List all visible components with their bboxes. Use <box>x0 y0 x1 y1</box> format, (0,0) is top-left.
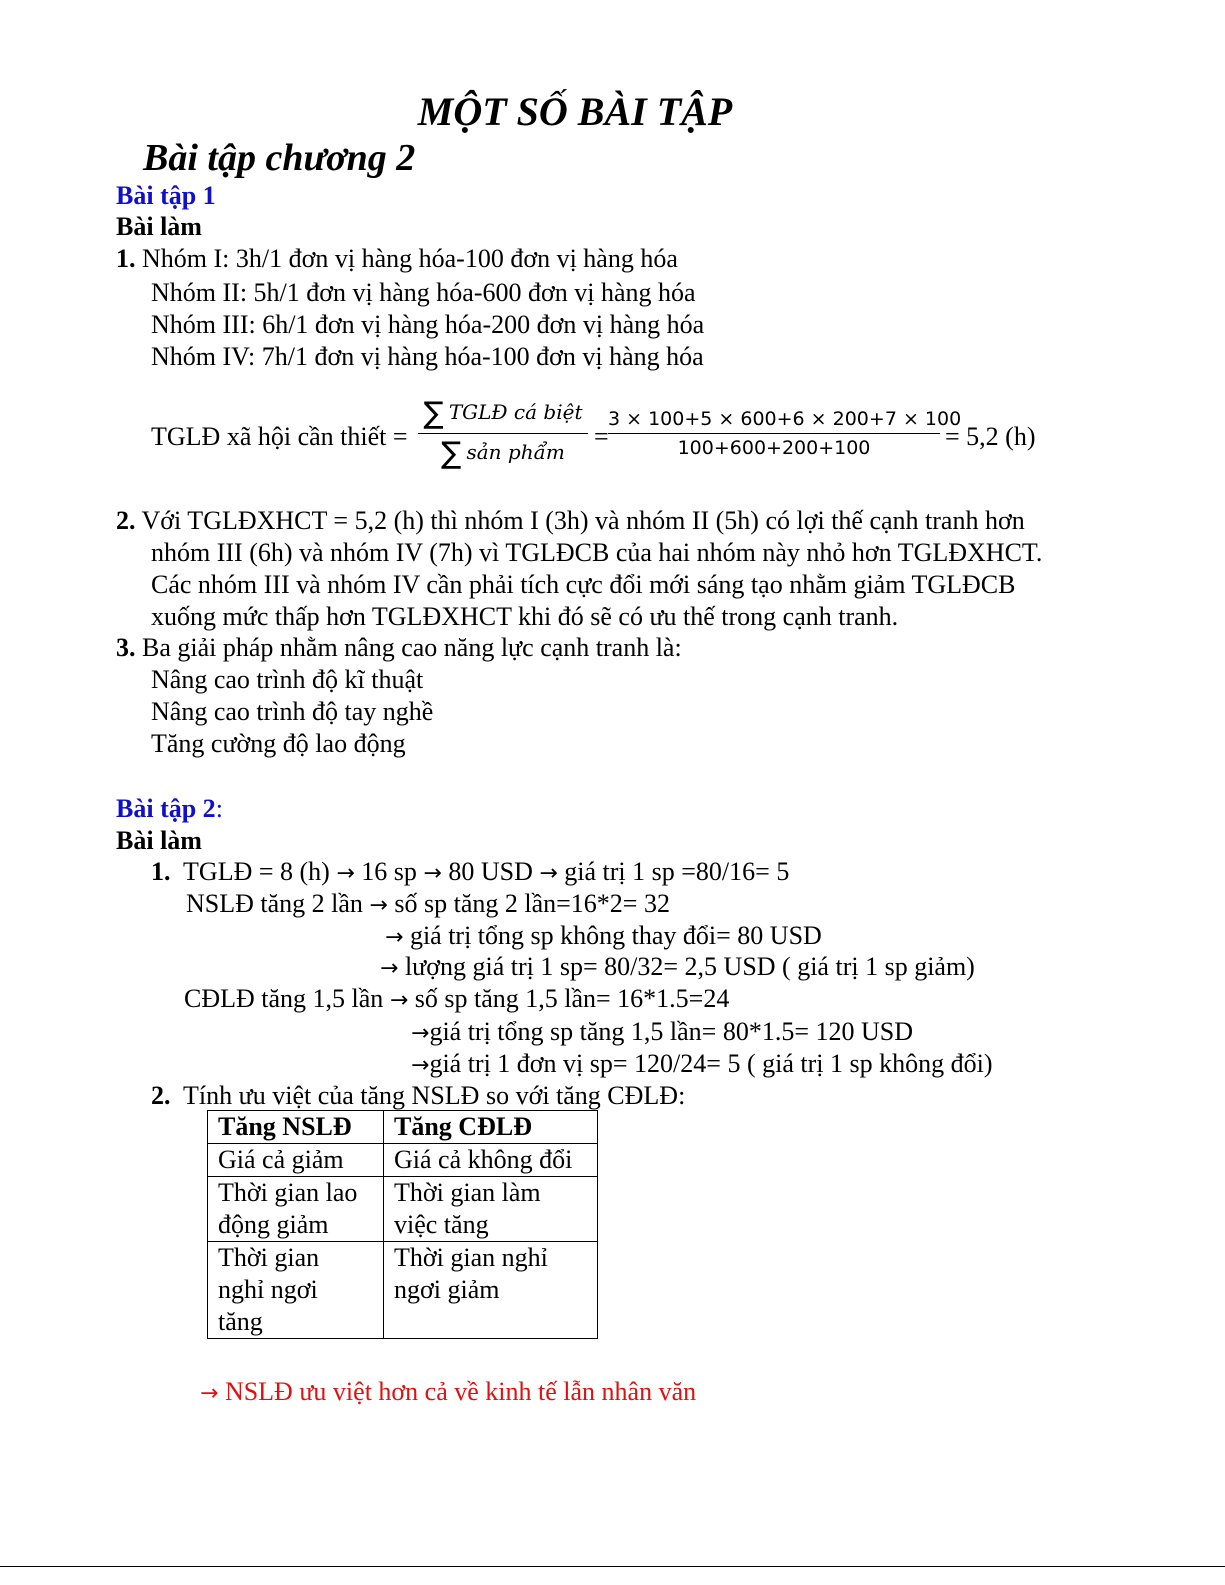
arrow-icon: → <box>411 1053 430 1078</box>
formula-fraction-values <box>608 407 962 460</box>
exercise-1-work-label: Bài làm <box>116 212 202 241</box>
solution-item-2: Nâng cao trình độ tay nghề <box>151 697 434 726</box>
ex1-q3-intro: 3. Ba giải pháp nhằm nâng cao năng lực cạnh tranh là: <box>116 633 682 662</box>
exercise-1-heading: Bài tập 1 <box>116 181 216 210</box>
arrow-icon: → <box>369 893 388 918</box>
formula-equals: = <box>594 422 609 451</box>
table-cell: Thời gian nghỉ ngơi giảm <box>384 1242 598 1339</box>
ex1-q2-number: 2. <box>116 506 136 535</box>
ex2-q1-line-7: →giá trị 1 đơn vị sp= 120/24= 5 ( giá trị 1 sp không đổi) <box>411 1049 993 1078</box>
arrow-icon: → <box>539 861 558 886</box>
ex2-q1-line-5: CĐLĐ tăng 1,5 lần → số sp tăng 1,5 lần= 16*1.5=24 <box>184 984 730 1013</box>
ex1-q2-line-4: xuống mức thấp hơn TGLĐXHCT khi đó sẽ có ưu thế trong cạnh tranh. <box>151 602 899 631</box>
ex1-q2-line-3: Các nhóm III và nhóm IV cần phải tích cực đổi mới sáng tạo nhằm giảm TGLĐCB <box>151 570 1016 599</box>
ex1-q1-number: 1. <box>116 244 136 273</box>
table-row <box>208 1242 598 1339</box>
arrow-icon: → <box>423 861 442 886</box>
formula-result: = 5,2 (h) <box>945 422 1036 451</box>
table-cell: Thời gian lao động giảm <box>208 1177 384 1242</box>
ex2-q1-line-1: 1. TGLĐ = 8 (h) → 16 sp → 80 USD → giá trị 1 sp =80/16= 5 <box>151 857 790 886</box>
table-cell: Thời gian làm việc tăng <box>384 1177 598 1242</box>
group-1-line: Nhóm I: 3h/1 đơn vị hàng hóa-100 đơn vị hàng hóa <box>142 244 678 273</box>
page-bottom-rule <box>0 1566 1225 1567</box>
ex2-q2-number: 2. <box>151 1081 171 1110</box>
ex2-q1-number: 1. <box>151 857 171 886</box>
formula-values-denominator: 100+600+200+100 <box>677 437 871 459</box>
table-cell: Thời gian nghỉ ngơi tăng <box>208 1242 384 1339</box>
formula-sum-denominator: ∑ sản phẩm <box>441 436 565 471</box>
arrow-icon: → <box>336 861 355 886</box>
ex2-q1-line-6: →giá trị tổng sp tăng 1,5 lần= 80*1.5= 120 USD <box>411 1017 914 1046</box>
table-header: Tăng NSLĐ <box>208 1111 384 1144</box>
table-header: Tăng CĐLĐ <box>384 1111 598 1144</box>
arrow-icon: → <box>380 956 399 981</box>
ex2-q1-line-3: → giá trị tổng sp không thay đổi= 80 USD <box>385 921 822 950</box>
ex2-q1-line-4: → lượng giá trị 1 sp= 80/32= 2,5 USD ( giá trị 1 sp giảm) <box>380 952 975 981</box>
table-cell: Giá cả không đổi <box>384 1144 598 1177</box>
document-title: MỘT SỐ BÀI TẬP <box>417 89 733 134</box>
ex1-q3-number: 3. <box>116 633 136 662</box>
formula-lhs: TGLĐ xã hội cần thiết = <box>151 422 408 451</box>
table-row <box>208 1177 598 1242</box>
chapter-title: Bài tập chương 2 <box>143 137 416 179</box>
ex2-q1-line-2: NSLĐ tăng 2 lần → số sp tăng 2 lần=16*2= 32 <box>186 889 670 918</box>
arrow-icon: → <box>411 1021 430 1046</box>
arrow-icon: → <box>385 925 404 950</box>
ex1-q2-line-2: nhóm III (6h) và nhóm IV (7h) vì TGLĐCB của hai nhóm này nhỏ hơn TGLĐXHCT. <box>151 538 1043 567</box>
table-header-row <box>208 1111 598 1144</box>
exercise-2-work-label: Bài làm <box>116 826 202 855</box>
formula-fraction-sum <box>418 396 588 471</box>
ex2-q2-line: 2. Tính ưu việt của tăng NSLĐ so với tăng CĐLĐ: <box>151 1081 686 1110</box>
conclusion-line: → NSLĐ ưu việt hơn cả về kinh tế lẫn nhân văn <box>200 1377 697 1406</box>
fraction-bar <box>418 433 588 434</box>
ex1-q2-line-1: 2. Với TGLĐXHCT = 5,2 (h) thì nhóm I (3h) và nhóm II (5h) có lợi thế cạnh tranh hơn <box>116 506 1025 535</box>
table-row <box>208 1144 598 1177</box>
exercise-2-heading: Bài tập 2: <box>116 794 223 823</box>
comparison-table <box>207 1110 598 1339</box>
formula-sum-numerator: ∑ TGLĐ cá biệt <box>423 396 583 431</box>
fraction-bar <box>608 433 940 434</box>
group-2-line: Nhóm II: 5h/1 đơn vị hàng hóa-600 đơn vị hàng hóa <box>151 278 696 307</box>
table-cell: Giá cả giảm <box>208 1144 384 1177</box>
group-4-line: Nhóm IV: 7h/1 đơn vị hàng hóa-100 đơn vị hàng hóa <box>151 342 704 371</box>
group-3-line: Nhóm III: 6h/1 đơn vị hàng hóa-200 đơn vị hàng hóa <box>151 310 705 339</box>
solution-item-3: Tăng cường độ lao động <box>151 729 406 758</box>
arrow-icon: → <box>389 988 409 1013</box>
formula-values-numerator: 3 × 100+5 × 600+6 × 200+7 × 100 <box>608 408 962 430</box>
arrow-icon: → <box>200 1381 219 1406</box>
solution-item-1: Nâng cao trình độ kĩ thuật <box>151 665 424 694</box>
ex1-q1 <box>116 243 678 275</box>
